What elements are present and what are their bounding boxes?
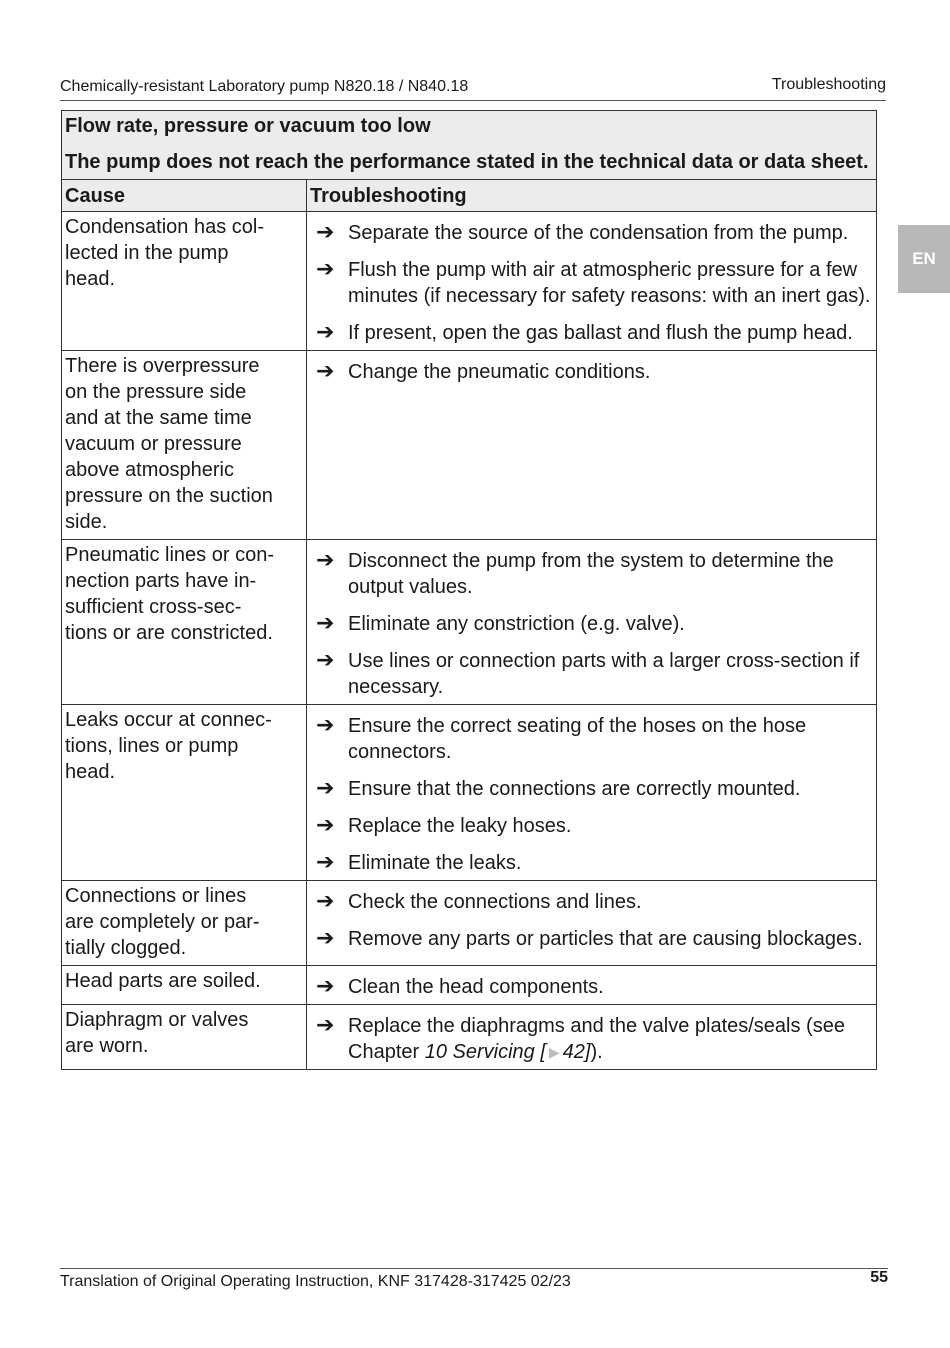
chapter-cross-reference-link[interactable]: [425, 1041, 591, 1063]
language-tab: EN: [898, 225, 950, 293]
arrow-right-icon: ➔: [316, 647, 335, 672]
table-row: [62, 1005, 877, 1070]
step-text: Use lines or connection parts with a larger cross-section if necessary.: [348, 650, 860, 698]
cause-cell: [62, 540, 307, 705]
table-row: [62, 351, 877, 540]
table-row: [62, 705, 877, 881]
page-header: [60, 76, 886, 101]
table-heading: Flow rate, pressure or vacuum too low: [65, 115, 431, 137]
troubleshooting-cell: [307, 881, 877, 966]
step-text: Clean the head components.: [348, 976, 604, 998]
step-text: Eliminate any constriction (e.g. valve).: [348, 613, 685, 635]
cause-text: Condensation has col- lected in the pump head.: [65, 216, 265, 290]
footer-text: Translation of Original Operating Instruction, KNF 317428-317425 02/23: [60, 1273, 571, 1290]
troubleshooting-cell: [307, 212, 877, 351]
troubleshooting-cell: [307, 705, 877, 881]
cause-cell: [62, 212, 307, 351]
table-heading-cell: [62, 111, 877, 180]
page-reference-icon: ▶: [548, 1044, 560, 1060]
page-footer: [60, 1268, 888, 1299]
cause-cell: [62, 705, 307, 881]
cause-cell: [62, 1005, 307, 1070]
arrow-right-icon: ➔: [316, 256, 335, 281]
step-text: Change the pneumatic conditions.: [348, 361, 651, 383]
page-number: 55: [870, 1269, 888, 1286]
troubleshooting-step: [310, 611, 873, 637]
cause-cell: [62, 351, 307, 540]
troubleshooting-step: [310, 359, 873, 385]
troubleshooting-step: [310, 713, 873, 765]
reference-page: 42]: [562, 1041, 591, 1063]
step-text: Replace the diaphragms and the valve plates/seals (see Chapter: [348, 1015, 845, 1063]
troubleshooting-step: [310, 220, 873, 246]
arrow-right-icon: ➔: [316, 610, 335, 635]
cause-text: There is overpressure on the pressure side and at the same time vacuum or pressure above atmospheric pressure on the suction side.: [65, 355, 273, 533]
arrow-right-icon: ➔: [316, 775, 335, 800]
step-text: If present, open the gas ballast and flush the pump head.: [348, 322, 853, 344]
troubleshooting-table: [61, 110, 877, 1070]
step-text: Check the connections and lines.: [348, 891, 642, 913]
arrow-right-icon: ➔: [316, 547, 335, 572]
cause-text: Connections or lines are completely or par- tially clogged.: [65, 885, 260, 959]
troubleshooting-cell: [307, 540, 877, 705]
arrow-right-icon: ➔: [316, 712, 335, 737]
arrow-right-icon: ➔: [316, 219, 335, 244]
troubleshooting-step: [310, 974, 873, 1000]
troubleshooting-step: [310, 776, 873, 802]
column-header-troubleshooting: Troubleshooting: [307, 180, 877, 212]
table-row: [62, 881, 877, 966]
troubleshooting-step: [310, 648, 873, 700]
cause-text: Leaks occur at connec- tions, lines or pump head.: [65, 709, 272, 783]
arrow-right-icon: ➔: [316, 358, 335, 383]
step-text: Ensure that the connections are correctly mounted.: [348, 778, 801, 800]
troubleshooting-step: [310, 320, 873, 346]
column-header-row: [62, 180, 877, 212]
cause-cell: [62, 881, 307, 966]
arrow-right-icon: ➔: [316, 973, 335, 998]
troubleshooting-step: [310, 889, 873, 915]
step-text: Disconnect the pump from the system to determine the output values.: [348, 550, 834, 598]
arrow-right-icon: ➔: [316, 812, 335, 837]
arrow-right-icon: ➔: [316, 849, 335, 874]
arrow-right-icon: ➔: [316, 319, 335, 344]
cause-text: Diaphragm or valves are worn.: [65, 1009, 249, 1057]
section-title: Troubleshooting: [771, 76, 886, 93]
troubleshooting-step: [310, 850, 873, 876]
table-row: [62, 540, 877, 705]
cause-text: Pneumatic lines or con- nection parts have in- sufficient cross-sec- tions or are constricted.: [65, 544, 274, 644]
step-text: Replace the leaky hoses.: [348, 815, 572, 837]
step-text-end: ).: [590, 1041, 603, 1063]
troubleshooting-step: [310, 1013, 873, 1065]
troubleshooting-step: [310, 257, 873, 309]
table-row: [62, 966, 877, 1005]
troubleshooting-step: [310, 548, 873, 600]
document-title: Chemically-resistant Laboratory pump N820.18 / N840.18: [60, 78, 469, 95]
column-header-cause: Cause: [62, 180, 307, 212]
troubleshooting-step: [310, 813, 873, 839]
cause-text: Head parts are soiled.: [65, 970, 261, 992]
step-text: Ensure the correct seating of the hoses on the hose connectors.: [348, 715, 807, 763]
reference-chapter: 10 Servicing [: [424, 1041, 546, 1063]
table-subheading: The pump does not reach the performance stated in the technical data or data sheet.: [65, 151, 869, 173]
arrow-right-icon: ➔: [316, 1012, 335, 1037]
troubleshooting-cell: [307, 966, 877, 1005]
step-text: Separate the source of the condensation from the pump.: [348, 222, 849, 244]
troubleshooting-cell: [307, 1005, 877, 1070]
table-row: [62, 212, 877, 351]
troubleshooting-step: [310, 926, 873, 952]
arrow-right-icon: ➔: [316, 888, 335, 913]
table-heading-row: [62, 111, 877, 180]
arrow-right-icon: ➔: [316, 925, 335, 950]
step-text: Remove any parts or particles that are causing blockages.: [348, 928, 863, 950]
step-text: Eliminate the leaks.: [348, 852, 522, 874]
cause-cell: [62, 966, 307, 1005]
step-text: Flush the pump with air at atmospheric pressure for a few minutes (if necessary for safety reasons: with an inert gas).: [348, 259, 871, 307]
troubleshooting-cell: [307, 351, 877, 540]
